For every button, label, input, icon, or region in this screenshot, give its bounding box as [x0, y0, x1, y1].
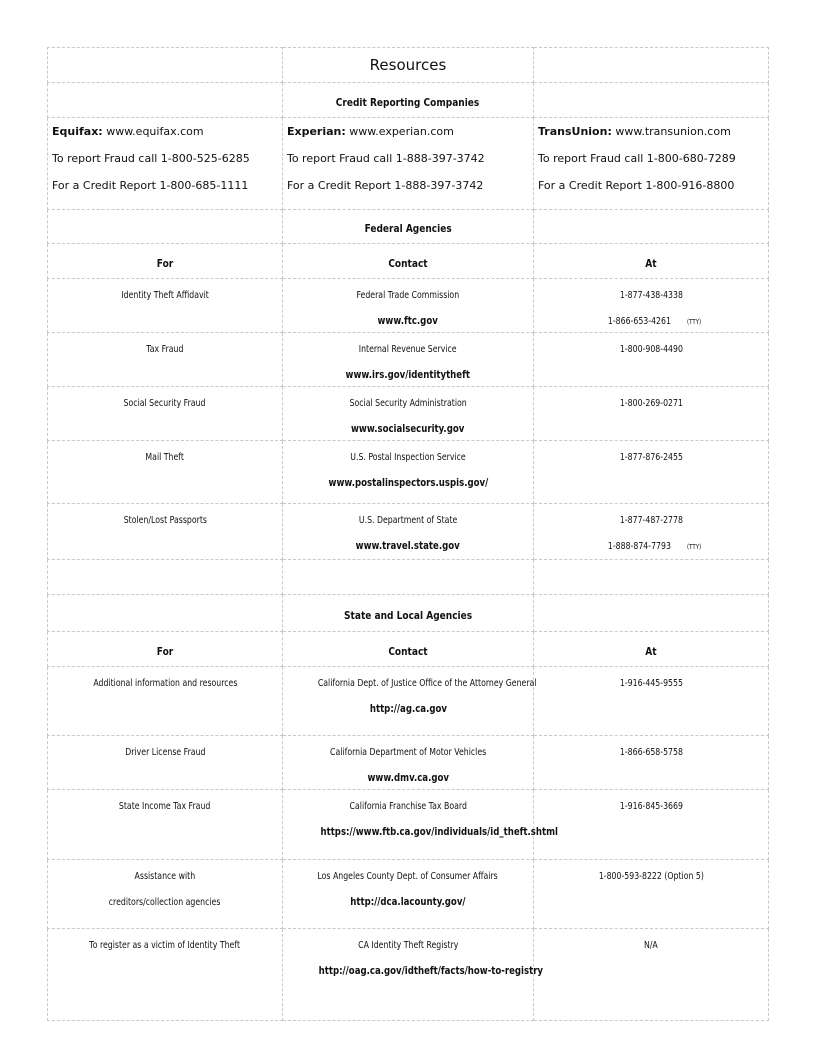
for-cell: Mail Theft [145, 452, 185, 463]
at-cell-secondary: 1-888-874-7793 [607, 541, 671, 552]
table-row [48, 387, 769, 441]
company-website[interactable]: www.equifax.com [106, 125, 204, 138]
column-header-at: At [645, 644, 657, 658]
at-cell: 1-916-445-9555 [619, 678, 683, 689]
at-cell: 1-800-593-8222 (Option 5) [598, 871, 704, 882]
credit-heading-row [48, 83, 769, 118]
column-header-for: For [156, 256, 174, 270]
contact-url[interactable]: www.socialsecurity.gov [351, 422, 465, 435]
federal-heading-row [48, 210, 769, 244]
table-row [48, 736, 769, 790]
company-transunion [534, 118, 769, 210]
for-cell: Driver License Fraud [124, 747, 206, 758]
tty-note: (TTY) [686, 543, 702, 551]
contact-url[interactable]: https://www.ftb.ca.gov/individuals/id_theft.shtml [320, 825, 558, 838]
contact-cell: Los Angeles County Dept. of Consumer Affairs [317, 871, 499, 882]
contact-cell: Social Security Administration [349, 398, 467, 409]
for-cell: Social Security Fraud [124, 398, 206, 409]
company-report-line: For a Credit Report 1-888-397-3742 [286, 179, 484, 192]
credit-heading: Credit Reporting Companies [336, 95, 480, 109]
table-row [48, 279, 769, 333]
state-heading: State and Local Agencies [343, 608, 473, 622]
contact-cell: California Department of Motor Vehicles [329, 747, 487, 758]
for-cell: State Income Tax Fraud [119, 801, 211, 812]
table-row [48, 929, 769, 1021]
column-header-contact: Contact [388, 256, 428, 270]
credit-companies-row [48, 118, 769, 210]
company-name: TransUnion: [538, 125, 612, 138]
company-website[interactable]: www.transunion.com [615, 125, 731, 138]
company-report-line: For a Credit Report 1-800-685-1111 [52, 179, 249, 192]
company-report-line: For a Credit Report 1-800-916-8800 [538, 179, 735, 192]
table-row [48, 333, 769, 387]
company-experian [282, 118, 533, 210]
company-equifax [48, 118, 283, 210]
contact-url[interactable]: www.travel.state.gov [355, 539, 461, 552]
company-name: Experian: [286, 125, 346, 138]
contact-cell: California Dept. of Justice Office of the Attorney General [317, 678, 537, 689]
column-header-at: At [645, 256, 657, 270]
title-row [48, 48, 769, 83]
contact-cell: CA Identity Theft Registry [357, 940, 459, 951]
company-website[interactable]: www.experian.com [349, 125, 454, 138]
table-row [48, 790, 769, 860]
for-cell: Additional information and resources [92, 678, 238, 689]
contact-cell: California Franchise Tax Board [349, 801, 467, 812]
table-row [48, 441, 769, 504]
state-heading-row [48, 595, 769, 632]
tty-note: (TTY) [686, 318, 702, 326]
for-cell: Assistance with [134, 871, 196, 882]
federal-heading: Federal Agencies [364, 222, 452, 235]
for-cell-secondary: creditors/collection agencies [109, 897, 221, 908]
at-cell-secondary: 1-866-653-4261 [607, 316, 671, 327]
table-row [48, 504, 769, 560]
table-row [48, 667, 769, 736]
contact-url[interactable]: www.dmv.ca.gov [367, 771, 449, 784]
for-cell: Tax Fraud [146, 344, 184, 355]
contact-url[interactable]: www.ftc.gov [377, 314, 439, 327]
at-cell: N/A [644, 940, 658, 951]
resources-table [47, 47, 769, 1021]
company-fraud-line: To report Fraud call 1-800-680-7289 [538, 152, 736, 165]
company-fraud-line: To report Fraud call 1-888-397-3742 [286, 152, 485, 165]
state-column-headers [48, 632, 769, 667]
contact-url[interactable]: www.irs.gov/identitytheft [345, 368, 471, 381]
for-cell: Identity Theft Affidavit [121, 290, 209, 301]
contact-cell: Internal Revenue Service [359, 344, 457, 355]
contact-url[interactable]: www.postalinspectors.uspis.gov/ [328, 476, 488, 489]
page-title: Resources [282, 48, 533, 83]
company-fraud-line: To report Fraud call 1-800-525-6285 [52, 152, 250, 165]
for-cell: To register as a victim of Identity Theft [89, 940, 241, 951]
at-cell: 1-877-487-2778 [619, 515, 683, 526]
at-cell: 1-800-908-4490 [619, 344, 683, 355]
at-cell: 1-800-269-0271 [619, 398, 683, 409]
spacer-row [48, 560, 769, 595]
contact-cell: U.S. Department of State [358, 515, 458, 526]
for-cell: Stolen/Lost Passports [123, 515, 207, 526]
company-name: Equifax: [52, 125, 103, 138]
table-row [48, 860, 769, 929]
column-header-contact: Contact [388, 644, 428, 658]
federal-column-headers [48, 244, 769, 279]
at-cell: 1-916-845-3669 [619, 801, 683, 812]
contact-cell: Federal Trade Commission [356, 290, 460, 301]
contact-url[interactable]: http://ag.ca.gov [369, 702, 447, 715]
at-cell: 1-877-438-4338 [619, 290, 683, 301]
column-header-for: For [156, 644, 174, 658]
contact-cell: U.S. Postal Inspection Service [350, 452, 466, 463]
at-cell: 1-866-658-5758 [619, 747, 683, 758]
contact-url[interactable]: http://oag.ca.gov/idtheft/facts/how-to-registry [318, 964, 543, 977]
at-cell: 1-877-876-2455 [619, 452, 683, 463]
contact-url[interactable]: http://dca.lacounty.gov/ [350, 895, 466, 908]
